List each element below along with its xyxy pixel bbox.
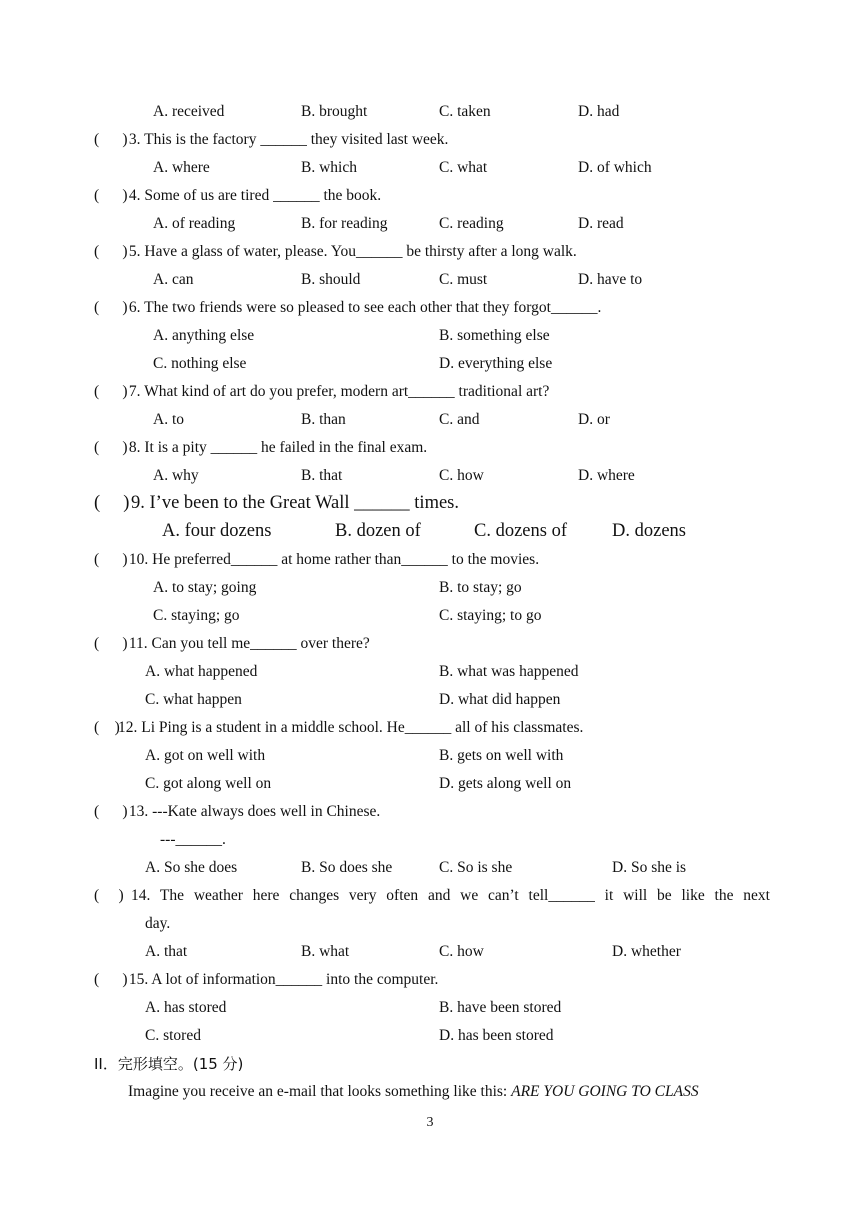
q12-option-d: D. gets along well on bbox=[439, 775, 572, 792]
q12-option-a: A. got on well with bbox=[145, 747, 266, 764]
q4-option-a: A. of reading bbox=[153, 215, 236, 232]
q4-option-c: C. reading bbox=[439, 215, 504, 232]
q14-stem: ( ) 14. The weather here changes very often and we can’t tell______ it will be like the next bbox=[94, 887, 770, 904]
q9-stem: ( )9. I’ve been to the Great Wall ______ times. bbox=[94, 493, 459, 513]
q11-option-a: A. what happened bbox=[145, 663, 258, 680]
q10-stem: ( ) 10. He preferred______ at home rather than______ to the movies. bbox=[94, 551, 540, 568]
q15-option-c: C. stored bbox=[145, 1027, 201, 1044]
q6-stem: ( ) 6. The two friends were so pleased to see each other that they forgot______. bbox=[94, 299, 602, 316]
q6-option-a: A. anything else bbox=[153, 327, 255, 344]
q13-option-a: A. So she does bbox=[145, 859, 238, 876]
q3-option-b: B. which bbox=[301, 159, 357, 176]
q12-option-c: C. got along well on bbox=[145, 775, 272, 792]
q13-option-d: D. So she is bbox=[612, 859, 687, 876]
q10-option-c: C. staying; go bbox=[153, 607, 240, 624]
q5-option-c: C. must bbox=[439, 271, 488, 288]
q2-option-a: A. received bbox=[153, 103, 225, 120]
page-number: 3 bbox=[426, 1115, 434, 1130]
q10-option-a: A. to stay; going bbox=[153, 579, 257, 596]
q14-option-a: A. that bbox=[145, 943, 188, 960]
q7-stem: ( ) 7. What kind of art do you prefer, modern art______ traditional art? bbox=[94, 383, 550, 400]
q7-option-b: B. than bbox=[301, 411, 346, 428]
q6-option-b: B. something else bbox=[439, 327, 550, 344]
passage-first-line: Imagine you receive an e-mail that looks something like this: ARE YOU GOING TO CLASS bbox=[128, 1083, 699, 1100]
q9-option-b: B. dozen of bbox=[335, 521, 421, 541]
q12-stem: ( )12. Li Ping is a student in a middle school. He______ all of his classmates. bbox=[94, 719, 584, 736]
q12-option-b: B. gets on well with bbox=[439, 747, 564, 764]
q6-option-c: C. nothing else bbox=[153, 355, 247, 372]
q4-option-d: D. read bbox=[578, 215, 624, 232]
q15-option-d: D. has been stored bbox=[439, 1027, 554, 1044]
q15-stem: ( ) 15. A lot of information______ into the computer. bbox=[94, 971, 439, 988]
q8-option-b: B. that bbox=[301, 467, 343, 484]
q7-option-d: D. or bbox=[578, 411, 610, 428]
q5-stem: ( ) 5. Have a glass of water, please. You______ be thirsty after a long walk. bbox=[94, 243, 577, 260]
q5-option-d: D. have to bbox=[578, 271, 643, 288]
q11-option-c: C. what happen bbox=[145, 691, 242, 708]
section-heading: II．完形填空。(15 分) bbox=[94, 1055, 244, 1073]
q9-option-c: C. dozens of bbox=[474, 521, 567, 541]
q8-stem: ( ) 8. It is a pity ______ he failed in the final exam. bbox=[94, 439, 428, 456]
q10-option-d: C. staying; to go bbox=[439, 607, 542, 624]
q13-option-c: C. So is she bbox=[439, 859, 513, 876]
q14-option-d: D. whether bbox=[612, 943, 681, 960]
email-subject-text: ARE YOU GOING TO CLASS bbox=[511, 1083, 699, 1100]
q14-option-c: C. how bbox=[439, 943, 484, 960]
q9-option-d: D. dozens bbox=[612, 521, 686, 541]
q3-stem: ( ) 3. This is the factory ______ they visited last week. bbox=[94, 131, 449, 148]
q8-option-d: D. where bbox=[578, 467, 635, 484]
q3-option-c: C. what bbox=[439, 159, 488, 176]
q3-option-d: D. of which bbox=[578, 159, 652, 176]
q3-option-a: A. where bbox=[153, 159, 210, 176]
answer-bracket: ( ) bbox=[94, 131, 128, 148]
q2-option-b: B. brought bbox=[301, 103, 368, 120]
q2-option-d: D. had bbox=[578, 103, 620, 120]
q15-option-a: A. has stored bbox=[145, 999, 227, 1016]
q15-option-b: B. have been stored bbox=[439, 999, 562, 1016]
q11-option-b: B. what was happened bbox=[439, 663, 579, 680]
q13-reply: ---______. bbox=[160, 831, 226, 848]
q5-option-a: A. can bbox=[153, 271, 194, 288]
q11-option-d: D. what did happen bbox=[439, 691, 561, 708]
q9-option-a: A. four dozens bbox=[162, 521, 272, 541]
q4-stem: ( ) 4. Some of us are tired ______ the book. bbox=[94, 187, 382, 204]
q7-option-a: A. to bbox=[153, 411, 184, 428]
q14-stem-continued: day. bbox=[145, 915, 171, 932]
q13-option-b: B. So does she bbox=[301, 859, 393, 876]
q8-option-a: A. why bbox=[153, 467, 199, 484]
q7-option-c: C. and bbox=[439, 411, 480, 428]
q2-option-c: C. taken bbox=[439, 103, 491, 120]
q6-option-d: D. everything else bbox=[439, 355, 553, 372]
q11-stem: ( ) 11. Can you tell me______ over there? bbox=[94, 635, 370, 652]
q14-option-b: B. what bbox=[301, 943, 350, 960]
q13-stem: ( ) 13. ---Kate always does well in Chinese. bbox=[94, 803, 381, 820]
q10-option-b: B. to stay; go bbox=[439, 579, 522, 596]
q8-option-c: C. how bbox=[439, 467, 484, 484]
q5-option-b: B. should bbox=[301, 271, 361, 288]
q4-option-b: B. for reading bbox=[301, 215, 388, 232]
